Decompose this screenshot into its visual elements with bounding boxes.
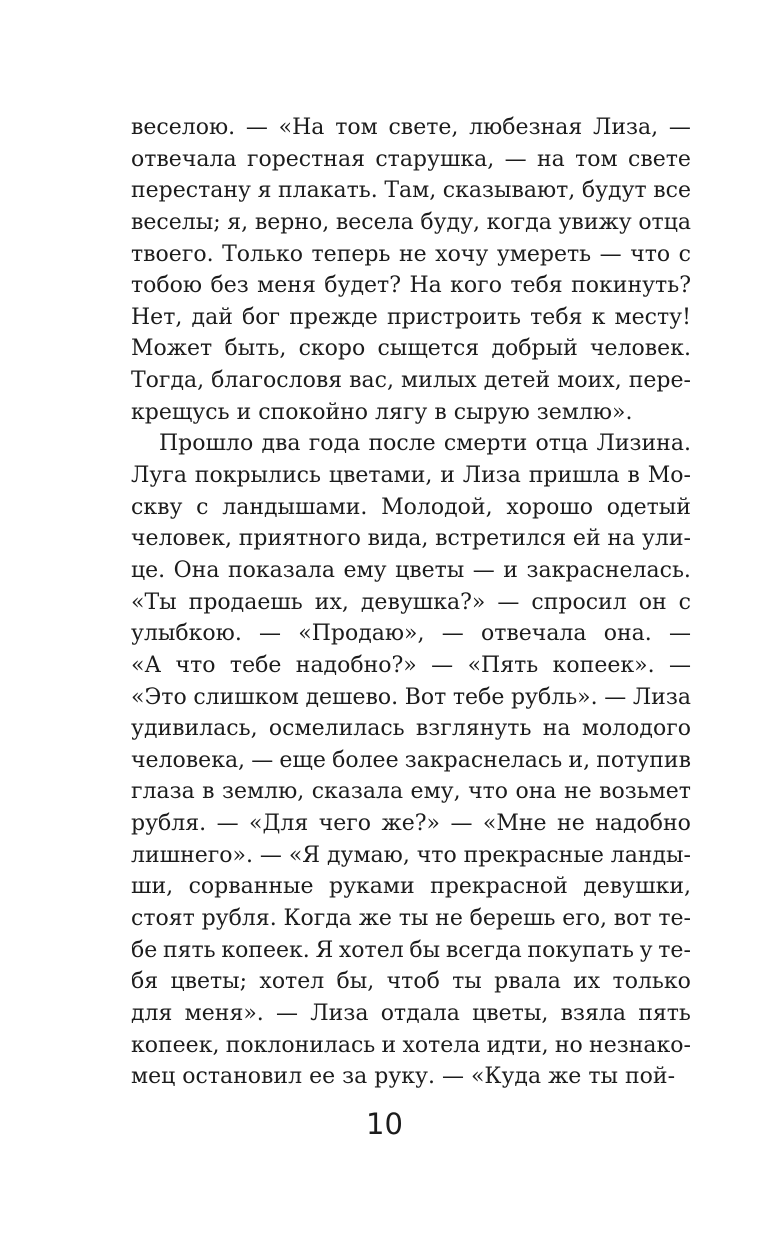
text-line: твоего. Только теперь не хочу умереть — что с bbox=[131, 241, 691, 267]
text-line: лишнего». — «Я думаю, что прекрасные ланды- bbox=[131, 842, 691, 868]
text-line: це. Она показала ему цветы — и закраснелась. bbox=[131, 557, 691, 583]
text-line: улыбкою. — «Продаю», — отвечала она. — bbox=[131, 621, 691, 647]
text-line: «Ты продаешь их, девушка?» — спросил он с bbox=[131, 589, 691, 615]
text-line: «А что тебе надобно?» — «Пять копеек». — bbox=[131, 652, 691, 678]
text-line: Нет, дай бог прежде пристроить тебя к месту! bbox=[131, 304, 691, 330]
text-line: рубля. — «Для чего же?» — «Мне не надобно bbox=[131, 811, 691, 837]
text-line: тобою без меня будет? На кого тебя покинуть? bbox=[131, 273, 691, 299]
text-line: удивилась, осмелилась взглянуть на молодого bbox=[131, 716, 691, 742]
text-line: бе пять копеек. Я хотел бы всегда покупать у те- bbox=[131, 937, 691, 963]
text-line: стоят рубля. Когда же ты не берешь его, вот те- bbox=[131, 906, 691, 932]
text-line: Прошло два года после смерти отца Лизина. bbox=[159, 431, 691, 457]
text-line: веселою. — «На том свете, любезная Лиза, — bbox=[131, 115, 691, 140]
text-line: Может быть, скоро сыщется добрый человек. bbox=[131, 336, 691, 362]
page-number: 10 bbox=[366, 1107, 403, 1141]
text-line: крещусь и спокойно лягу в сырую землю». bbox=[131, 399, 633, 425]
paragraph bbox=[131, 112, 691, 428]
text-line: отвечала горестная старушка, — на том свете bbox=[131, 146, 691, 172]
body-text bbox=[131, 112, 691, 1093]
text-line: человек, приятного вида, встретился ей на ули- bbox=[131, 526, 691, 552]
text-line: человека, — еще более закраснелась и, потупив bbox=[131, 747, 691, 773]
text-line: ши, сорванные руками прекрасной девушки, bbox=[131, 874, 691, 900]
text-line: бя цветы; хотел бы, чтоб ты рвала их только bbox=[131, 969, 691, 995]
text-line: мец остановил ее за руку. — «Куда же ты пой- bbox=[131, 1064, 676, 1090]
text-line: для меня». — Лиза отдала цветы, взяла пять bbox=[131, 1000, 691, 1026]
text-line: копеек, поклонилась и хотела идти, но незнако- bbox=[131, 1032, 691, 1058]
text-line: Луга покрылись цветами, и Лиза пришла в Мо- bbox=[131, 463, 691, 489]
text-line: глаза в землю, сказала ему, что она не возьмет bbox=[131, 779, 691, 805]
text-line: Тогда, благословя вас, милых детей моих, пере- bbox=[131, 368, 691, 394]
text-line: перестану я плакать. Там, сказывают, будут все bbox=[131, 178, 691, 204]
text-line: «Это слишком дешево. Вот тебе рубль». — Лиза bbox=[131, 684, 691, 710]
text-line: веселы; я, верно, весела буду, когда увижу отца bbox=[131, 209, 691, 235]
paragraph bbox=[131, 428, 691, 1092]
text-line: скву с ландышами. Молодой, хорошо одетый bbox=[131, 494, 691, 520]
